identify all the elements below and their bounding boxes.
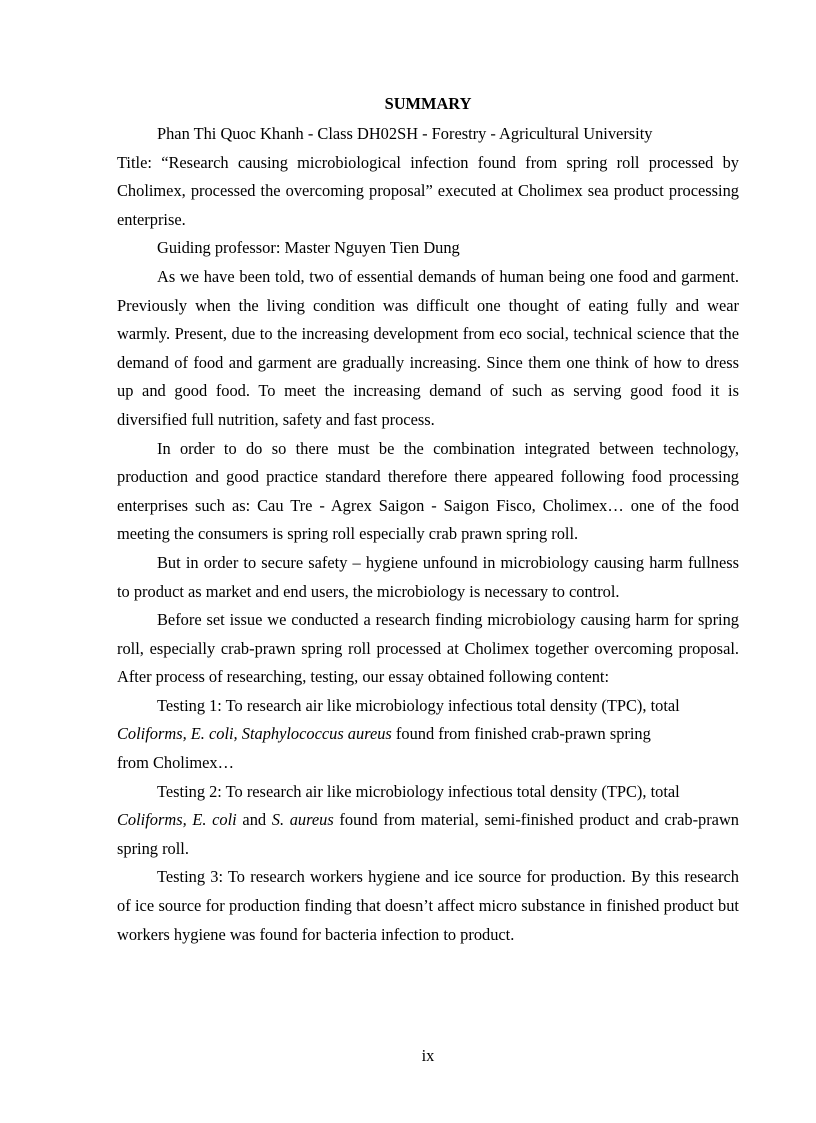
testing-2-tail: found from material, semi-finished product and crab-prawn spring roll. xyxy=(117,810,739,858)
testing-1-tail: found from finished crab-prawn spring xyxy=(391,724,651,744)
summary-body xyxy=(117,120,739,949)
testing-3: Testing 3: To research workers hygiene and ice source for production. By this research of ice source for production finding that doesn’t affect micro substance in finished product but workers hygiene was found for bacteria infection to product. xyxy=(117,867,739,944)
testing-1-line2 xyxy=(117,720,739,749)
testing-2-and: and xyxy=(236,810,272,830)
paragraph-1: As we have been told, two of essential demands of human being one food and garment. Previously when the living condition was difficult one thought of eating fully and wear warmly. Present, due to the increasing development from eco social, technical science that the demand of food and garment are gradually increasing. Since them one think of how to dress up and good food. To meet the increasing demand of such as serving good food it is diversified full nutrition, safety and fast process. xyxy=(117,266,739,429)
author-line: Phan Thi Quoc Khanh - Class DH02SH - Forestry - Agricultural University xyxy=(157,124,653,143)
paragraph-3: But in order to secure safety – hygiene unfound in microbiology causing harm fullness to product as market and end users, the microbiology is necessary to control. xyxy=(117,552,739,601)
testing-2-line1: Testing 2: To research air like microbiology infectious total density (TPC), total xyxy=(157,781,680,801)
testing-2-organisms: Coliforms, E. coli xyxy=(117,810,237,830)
paragraph-2: In order to do so there must be the combination integrated between technology, production and good practice standard therefore there appeared following food processing enterprises such as: Cau Tre - Agrex Saigon - Saigon Fisco, Cholimex… one of the food meeting the consumers is spring roll especially crab prawn spring roll. xyxy=(117,438,739,544)
testing-1-line3: from Cholimex… xyxy=(117,753,234,773)
page-title: SUMMARY xyxy=(384,94,472,113)
page-number: ix xyxy=(421,1046,435,1065)
document-page xyxy=(117,0,739,1123)
paragraph-4: Before set issue we conducted a research finding microbiology causing harm for spring roll, especially crab-prawn spring roll processed at Cholimex together overcoming proposal. After process of researching, testing, our essay obtained following content: xyxy=(117,610,739,687)
testing-1-line1: Testing 1: To research air like microbiology infectious total density (TPC), total xyxy=(157,695,680,715)
thesis-title: Title: “Research causing microbiological infection found from spring roll processed by Cholimex, processed the overcoming proposal” executed at Cholimex sea product processing enterprise. xyxy=(117,152,739,229)
testing-2-organism-aureus: S. aureus xyxy=(271,810,334,830)
testing-1-organisms: Coliforms, E. coli, Staphylococcus aureus xyxy=(117,724,392,744)
testing-2-rest xyxy=(117,806,739,863)
guiding-professor: Guiding professor: Master Nguyen Tien Dung xyxy=(157,238,460,258)
